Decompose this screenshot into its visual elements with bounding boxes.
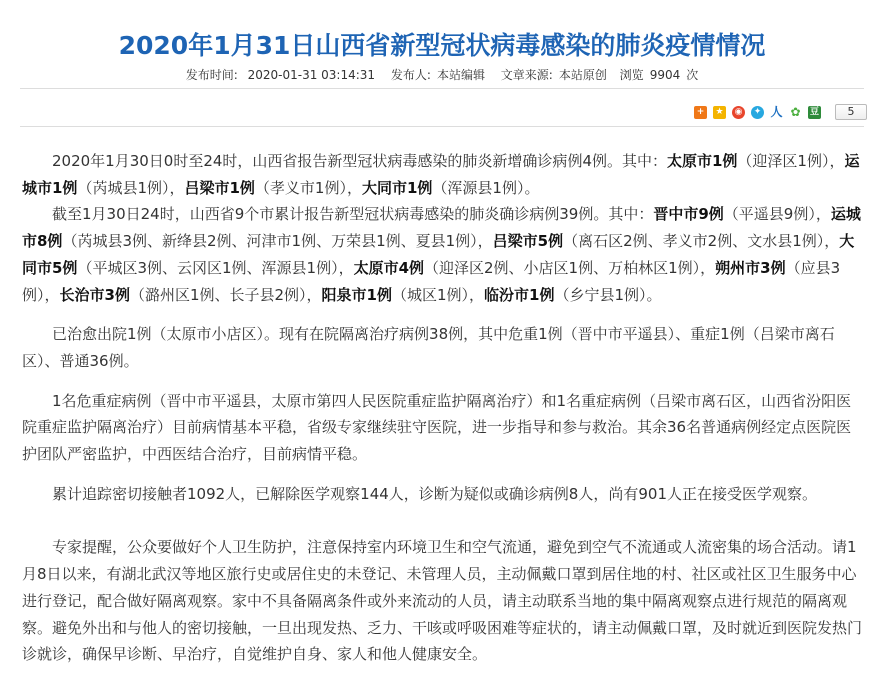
paragraph-close-contacts: 累计追踪密切接触者1092人，已解除医学观察144人，诊断为疑似或确诊病例8人，尚有901人正在接受医学观察。 <box>52 484 817 503</box>
highlight-city: 朔州市3例 <box>715 258 786 277</box>
author-value: 本站编辑 <box>436 68 485 82</box>
views-label: 浏览 <box>619 68 644 82</box>
paragraph-new-cases <box>22 148 864 201</box>
text-segment: （芮城县3例、新绛县2例、河津市1例、万荣县1例、夏县1例）， <box>62 232 493 251</box>
publish-label: 发布时间: <box>185 68 238 82</box>
highlight-city: 太原市1例 <box>666 152 738 170</box>
highlight-city: 晋中市9例 <box>653 205 724 224</box>
share-weibo-icon[interactable]: ◉ <box>732 106 745 119</box>
share-count[interactable]: 5 <box>835 104 867 120</box>
highlight-city: 运城市1例 <box>22 152 860 197</box>
text-segment: （浑源县1例）。 <box>432 178 540 197</box>
text-segment: （芮城县1例）， <box>77 178 185 197</box>
article-body <box>22 148 864 668</box>
highlight-city: 吕梁市5例 <box>492 232 564 251</box>
share-qzone-icon[interactable]: ✦ <box>751 106 764 119</box>
paragraph-expert-advice: 专家提醒，公众要做好个人卫生防护，注意保持室内环境卫生和空气流通，避免到空气不流通或人流密集的场合活动。请1月8日以来，有湖北武汉等地区旅行史或居住史的未登记、未管理人员，主动佩戴口罩到居住地的村、社区或社区卫生服务中心进行登记，配合做好隔离观察。家中不具备隔离条件或外来流动的人员，请主动联系当地的集中隔离观察点进行规范的隔离观察。避免外出和与他人的密切接触，一旦出现发热、乏力、干咳或呼吸困难等症状的，请主动佩戴口罩，及时就近到医院发热门诊就诊，确保早诊断、早治疗，自觉维护自身、家人和他人健康安全。 <box>22 538 863 664</box>
paragraph-cumulative-cases <box>22 201 864 308</box>
author <box>388 68 488 82</box>
meta-divider <box>20 88 864 89</box>
highlight-city: 运城市8例 <box>22 205 861 251</box>
publish-time-value: 2020-01-31 03:14:31 <box>247 68 376 82</box>
share-plus-icon[interactable]: + <box>694 106 707 119</box>
share-star-icon[interactable]: ★ <box>713 106 726 119</box>
highlight-city: 大同市1例 <box>361 178 433 197</box>
text-segment: （应县3例）， <box>22 258 841 304</box>
text-segment: （潞州区1例、长子县2例）， <box>129 285 322 304</box>
highlight-city: 吕梁市1例 <box>184 178 255 197</box>
highlight-city: 长治市3例 <box>59 285 130 304</box>
source-label: 文章来源: <box>500 68 553 82</box>
text-segment: （迎泽区1例）， <box>737 152 845 170</box>
text-segment: （平遥县9例）， <box>723 205 831 224</box>
publish-time <box>183 68 378 82</box>
views <box>617 68 702 82</box>
highlight-city: 大同市5例 <box>22 232 855 277</box>
highlight-city: 临汾市1例 <box>484 285 555 304</box>
text-segment: （城区1例）， <box>391 285 485 304</box>
text-segment: （迎泽区2例、小店区1例、万柏林区1例）， <box>424 258 716 277</box>
text-segment: 截至1月30日24时，山西省9个市累计报告新型冠状病毒感染的肺炎确诊病例39例。其中： <box>52 205 654 224</box>
views-unit: 次 <box>686 68 699 82</box>
paragraph-recovered: 已治愈出院1例（太原市小店区）。现有在院隔离治疗病例38例，其中危重1例（晋中市平遥县）、重症1例（吕梁市离石区）、普通36例。 <box>22 325 835 370</box>
text-segment: （孝义市1例）， <box>254 178 362 197</box>
highlight-city: 阳泉市1例 <box>321 285 392 304</box>
article-title: 2020年1月31日山西省新型冠状病毒感染的肺炎疫情情况 <box>118 31 766 60</box>
share-wechat-icon[interactable]: ✿ <box>790 104 801 119</box>
text-segment: （乡宁县1例）。 <box>554 285 662 304</box>
share-bar <box>694 104 867 120</box>
share-divider <box>20 126 864 127</box>
text-segment: （离石区2例、孝义市2例、文水县1例）， <box>563 232 840 251</box>
views-value: 9904 <box>649 68 681 82</box>
highlight-city: 太原市4例 <box>353 258 425 277</box>
text-segment: （平城区3例、云冈区1例、浑源县1例）， <box>77 258 354 277</box>
source-value: 本站原创 <box>558 68 607 82</box>
article-meta <box>0 66 884 83</box>
paragraph-severe-cases: 1名危重症病例（晋中市平遥县，太原市第四人民医院重症监护隔离治疗）和1名重症病例（吕梁市离石区，山西省汾阳医院重症监护隔离治疗）目前病情基本平稳，省级专家继续驻守医院，进一步指导和参与救治。其余36名普通病例经定点医院医护团队严密监护，中西医结合治疗，目前病情平稳。 <box>22 391 852 464</box>
share-people-icon[interactable]: 人 <box>770 104 783 119</box>
text-segment: 2020年1月30日0时至24时，山西省报告新型冠状病毒感染的肺炎新增确诊病例4例。其中： <box>52 152 667 170</box>
author-label: 发布人: <box>390 68 431 82</box>
source <box>498 68 610 82</box>
share-douban-icon[interactable]: 豆 <box>809 106 819 117</box>
